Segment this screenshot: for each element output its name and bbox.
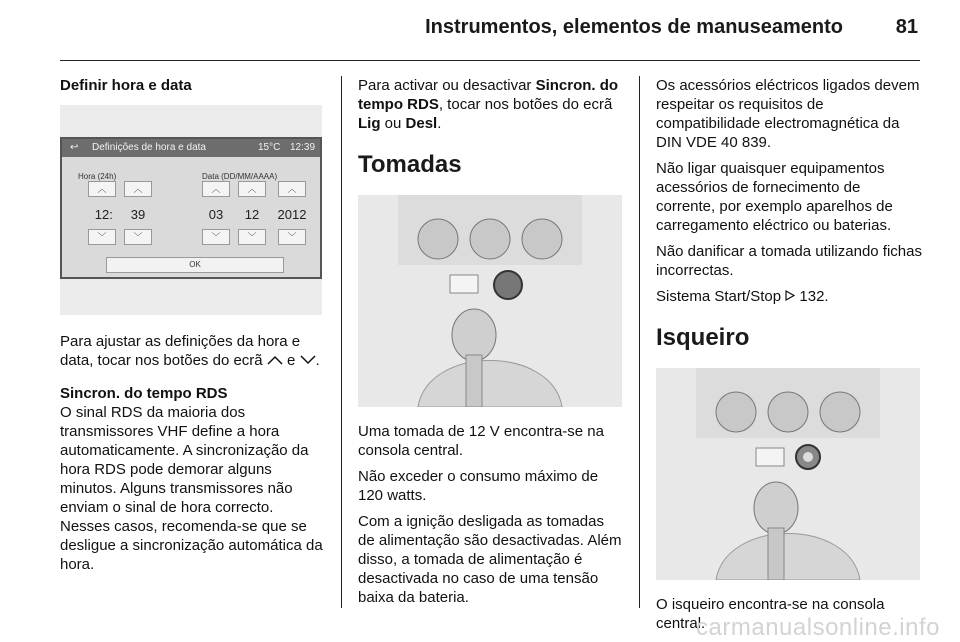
chevron-up-icon xyxy=(267,352,283,369)
screen-temperature: 15°C xyxy=(258,142,281,153)
screen-title: Definições de hora e data xyxy=(92,142,206,153)
paragraph-emc: Os acessórios eléctricos ligados devem respeitar os requisitos de compatibilidade electromagnética da DIN VDE 40 839. xyxy=(656,77,920,151)
page-number: 81 xyxy=(895,16,918,38)
text: , tocar nos botões do ecrã xyxy=(438,96,613,113)
screen-title-bar xyxy=(62,139,320,157)
month-up-button xyxy=(238,181,266,197)
on-term: Lig xyxy=(358,115,381,132)
watermark: carmanualsonline.info xyxy=(696,614,940,641)
section-title-tomadas: Tomadas xyxy=(358,151,462,178)
rds-sync-term: Sincron. do tempo RDS xyxy=(358,77,619,113)
chevron-down-icon: ﹀ xyxy=(287,232,297,242)
hour-down-button xyxy=(88,229,116,245)
hour-value: 12 xyxy=(94,207,110,222)
console-illustration xyxy=(656,368,920,580)
running-title: Instrumentos, elementos de manuseamento xyxy=(425,16,843,38)
day-down-button xyxy=(202,229,230,245)
header-rule xyxy=(60,60,920,61)
month-value: 12 xyxy=(244,207,260,222)
year-up-button xyxy=(278,181,306,197)
paragraph-start-stop-ref xyxy=(656,287,922,306)
conjunction-text: e xyxy=(286,352,296,369)
paragraph-lighter-location: O isqueiro encontra-se na consola central. xyxy=(656,596,885,632)
chevron-up-icon: ︿ xyxy=(287,184,297,194)
settings-screen xyxy=(60,137,322,279)
paragraph-outlet-location: Uma tomada de 12 V encontra-se na consola central. xyxy=(358,423,604,459)
column-2 xyxy=(358,76,624,614)
cigarette-lighter-figure xyxy=(656,368,920,580)
subheading-rds: Sincron. do tempo RDS xyxy=(60,385,228,402)
off-term: Desl xyxy=(405,115,438,132)
hour-label: Hora (24h) xyxy=(78,172,117,181)
section-heading-time-date: Definir hora e data xyxy=(60,77,192,94)
chevron-down-icon: ﹀ xyxy=(97,232,107,242)
minute-value: 39 xyxy=(130,207,146,222)
console-illustration xyxy=(358,195,622,407)
column-3 xyxy=(656,76,922,640)
paragraph-adjust xyxy=(60,332,326,370)
chevron-down-icon: ﹀ xyxy=(247,232,257,242)
year-down-button xyxy=(278,229,306,245)
paragraph-no-chargers: Não ligar quaisquer equipamentos acessórios de fornecimento de corrente, por exemplo aparelhos de carregamento eléctrico ou baterias. xyxy=(656,160,893,234)
screen-clock: 12:39 xyxy=(290,142,316,153)
minute-down-button xyxy=(124,229,152,245)
back-icon: ↩ xyxy=(70,142,79,153)
paragraph-no-damage: Não danificar a tomada utilizando fichas incorrectas. xyxy=(656,243,922,279)
paragraph-ignition-off: Com a ignição desligada as tomadas de alimentação são desactivadas. Além disso, a tomada de alimentação é desactivada no caso de uma tensão baixa da bateria. xyxy=(358,513,622,606)
paragraph-rds: O sinal RDS da maioria dos transmissores VHF define a hora automaticamente. A sincronização da hora RDS pode demorar alguns minutos. Alguns transmissores não enviam o sinal de hora correcto. Nesses casos, recomenda-se que se desligue a sincronização automática da hora. xyxy=(60,404,323,573)
day-up-button xyxy=(202,181,230,197)
day-value: 03 xyxy=(208,207,224,222)
section-title-isqueiro: Isqueiro xyxy=(656,324,750,351)
ok-button: OK xyxy=(106,257,284,273)
minute-up-button xyxy=(124,181,152,197)
paragraph-rds-toggle xyxy=(358,76,624,133)
text: ou xyxy=(384,115,402,132)
date-label: Data (DD/MM/AAAA) xyxy=(202,172,278,181)
power-outlet-figure xyxy=(358,195,622,407)
period-text: . xyxy=(315,352,320,369)
chevron-up-icon: ︿ xyxy=(97,184,107,194)
chevron-down-icon: ﹀ xyxy=(133,232,143,242)
text: . xyxy=(437,115,442,132)
time-date-screen-figure xyxy=(60,105,322,315)
month-down-button xyxy=(238,229,266,245)
adjust-text: Para ajustar as definições da hora e data, tocar nos botões do ecrã xyxy=(60,333,301,369)
time-separator: : xyxy=(109,207,113,222)
year-value: 2012 xyxy=(277,207,307,222)
chevron-up-icon: ︿ xyxy=(211,184,221,194)
page-reference: 132. xyxy=(799,288,829,305)
text: Para activar ou desactivar xyxy=(358,77,532,94)
triangle-reference-icon xyxy=(785,288,795,305)
column-divider-2 xyxy=(639,76,640,608)
chevron-up-icon: ︿ xyxy=(247,184,257,194)
chevron-up-icon: ︿ xyxy=(133,184,143,194)
text: Sistema Start/Stop xyxy=(656,288,782,305)
chevron-down-icon xyxy=(300,352,316,369)
column-divider-1 xyxy=(341,76,342,608)
column-1 xyxy=(60,76,326,581)
hour-up-button xyxy=(88,181,116,197)
paragraph-max-consumption: Não exceder o consumo máximo de 120 watts. xyxy=(358,468,599,504)
chevron-down-icon: ﹀ xyxy=(211,232,221,242)
